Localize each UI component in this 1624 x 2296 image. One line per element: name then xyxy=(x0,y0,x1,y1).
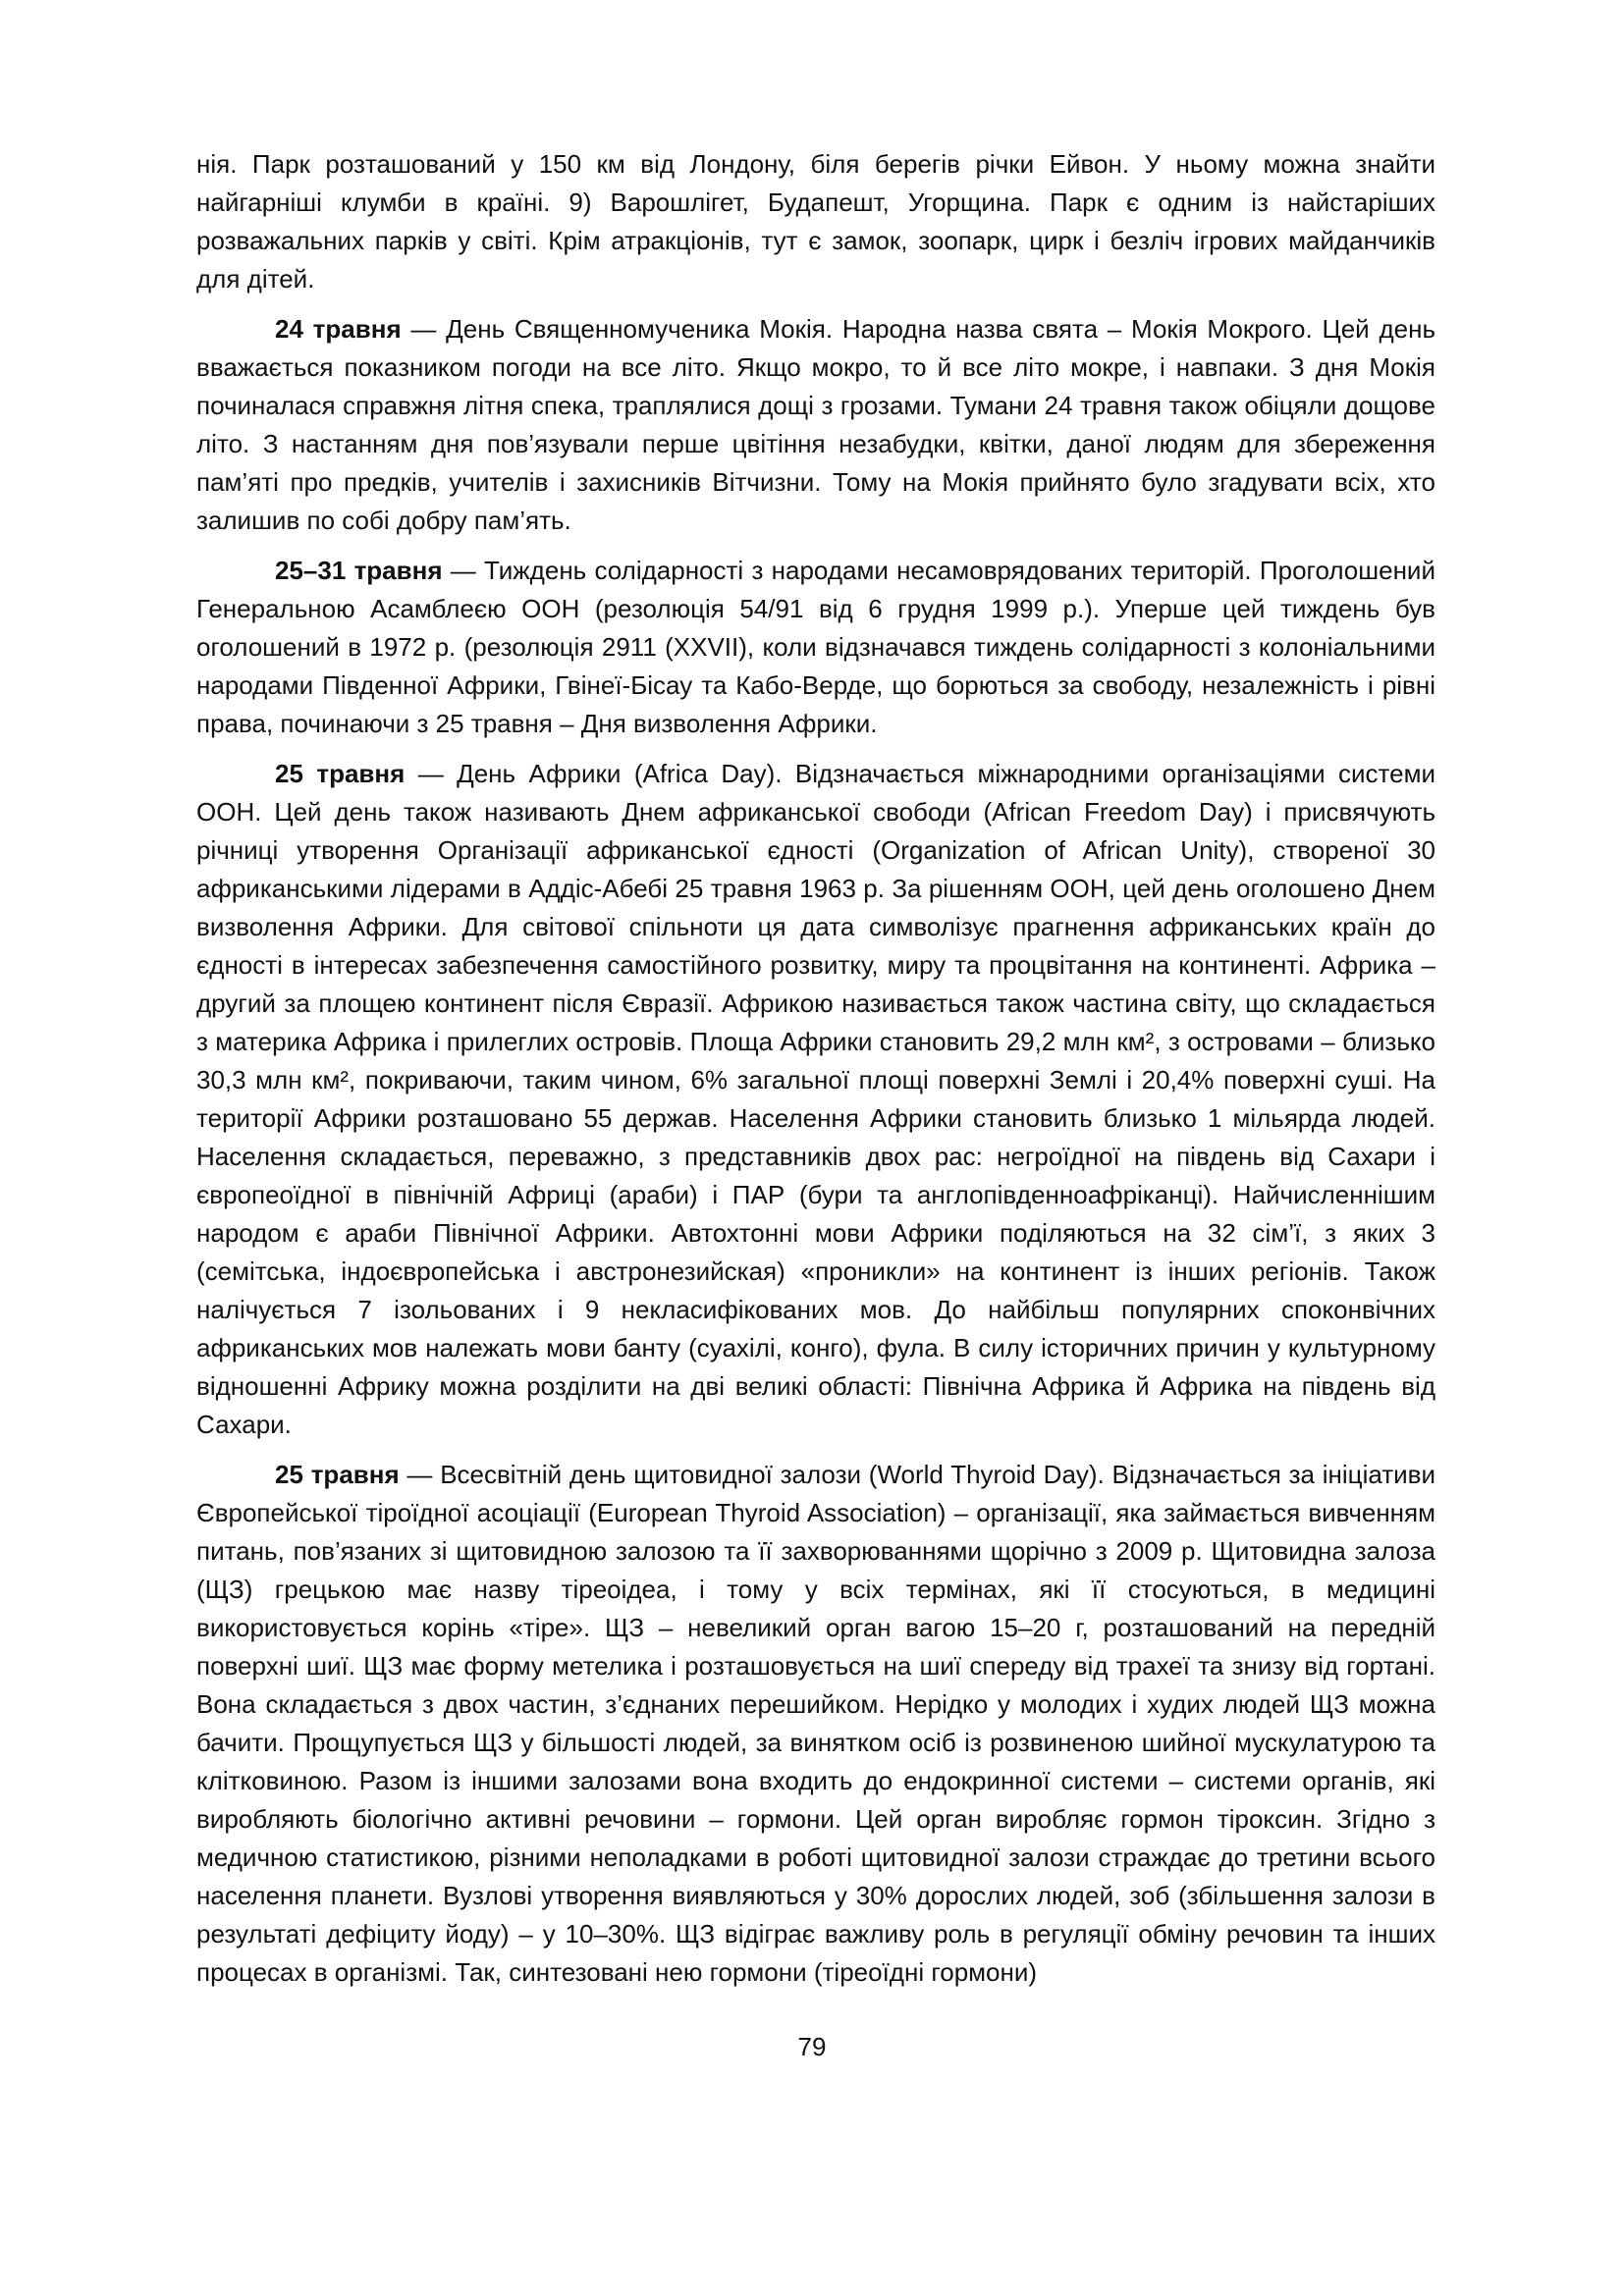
paragraph-text: — Всесвітній день щитовидної залози (World Thyroid Day). Відзначається за ініціативи Європейської тіроїдної асоціації (European Thyroid Association) – організації, яка займається вивченням питань, пов’язаних зі щитовидною залозою та її захворюваннями щорічно з 2009 р. Щитовидна залоза (ЩЗ) грецькою має назву тіреоідеа, і тому у всіх термінах, які її стосуються, в медицині використовується корінь «тіре». ЩЗ – невеликий орган вагою 15–20 г, розташований на передній поверхні шиї. ЩЗ має форму метелика і розташовується на шиї спереду від трахеї та знизу від гортані. Вона складається з двох частин, з’єднаних перешийком. Нерідко у молодих і худих людей ЩЗ можна бачити. Прощупується ЩЗ у більшості людей, за винятком осіб із розвиненою шийної мускулатурою та клітковиною. Разом із іншими залозами вона входить до ендокринної системи – системи органів, які виробляють біологічно активні речовини – гормони. Цей орган виробляє гормон тіроксин. Згідно з медичною статистикою, різними неполадками в роботі щитовидної залози страждає до третини всього населення планети. Вузлові утворення виявляються у 30% дорослих людей, зоб (збільшення залози в результаті дефіциту йоду) – у 10–30%. ЩЗ відіграє важливу роль в регуляції обміну речовин та інших процесах в організмі. Так, синтезовані нею гормони (тіреоїдні гормони) xyxy=(196,1460,1435,1987)
paragraph-continuation xyxy=(196,145,1435,298)
paragraph-text: — День Священномученика Мокія. Народна назва свята – Мокія Мокрого. Цей день вважається показником погоди на все літо. Якщо мокро, то й все літо мокре, і навпаки. З дня Мокія починалася справжня літня спека, траплялися дощі з грозами. Тумани 24 травня також обіцяли дощове літо. З настанням дня пов’язували перше цвітіння незабудки, квітки, даної людям для збереження пам’яті про предків, учителів і захисників Вітчизни. Тому на Мокія прийнято було згадувати всіх, хто залишив по собі добру пам’ять. xyxy=(196,314,1435,535)
entry-date: 25–31 травня xyxy=(275,556,443,585)
paragraph-text: — День Африки (Africa Day). Відзначається міжнародними організаціями системи ООН. Цей день також називають Днем африканської свободи (African Freedom Day) і присвячують річниці утворення Організації африканської єдності (Organization of African Unity), створеної 30 африканськими лідерами в Аддіс-Абебі 25 травня 1963 р. За рішенням ООН, цей день оголошено Днем визволення Африки. Для світової спільноти ця дата символізує прагнення африканських країн до єдності в інтересах забезпечення самостійного розвитку, миру та процвітання на континенті. Африка – другий за площею континент після Євразії. Африкою називається також частина світу, що складається з материка Африка і прилеглих островів. Площа Африки становить 29,2 млн км², з островами – близько 30,3 млн км², покриваючи, таким чином, 6% загальної площі поверхні Землі і 20,4% поверхні суші. На території Африки розташовано 55 держав. Населення Африки становить близько 1 мільярда людей. Населення складається, переважно, з представників двох рас: негроїдної на південь від Сахари і європеоїдної в північній Африці (араби) і ПАР (бури та англопівденноафріканці). Найчисленнішим народом є араби Північної Африки. Автохтонні мови Африки поділяються на 32 сім’ї, з яких 3 (семітська, індоєвропейська і австронезийская) «проникли» на континент із інших регіонів. Також налічується 7 ізольованих і 9 некласифікованих мов. До найбільш популярних споконвічних африканських мов належать мови банту (суахілі, конго), фула. В силу історичних причин у культурному відношенні Африку можна розділити на дві великі області: Північна Африка й Африка на південь від Сахари. xyxy=(196,759,1436,1439)
page-body xyxy=(196,145,1435,2003)
paragraph-entry xyxy=(196,755,1435,1444)
paragraph-entry xyxy=(196,552,1435,743)
page-number: 79 xyxy=(797,2032,827,2061)
paragraph-text: — Тиждень солідарності з народами несамоврядованих територій. Проголошений Генеральною Асамблеєю ООН (резолюція 54/91 від 6 грудня 1999 р.). Уперше цей тиждень був оголошений в 1972 р. (резолюція 2911 (XXVII), коли відзначався тиждень солідарності з колоніальними народами Південної Африки, Гвінеї-Бісау та Кабо-Верде, що борються за свободу, незалежність і рівні права, починаючи з 25 травня – Дня визволення Африки. xyxy=(196,556,1435,738)
paragraph-text: нія. Парк розташований у 150 км від Лондону, біля берегів річки Ейвон. У ньому можна знайти найгарніші клумби в країні. 9) Варошлігет, Будапешт, Угорщина. Парк є одним із найстаріших розважальних парків у світі. Крім атракціонів, тут є замок, зоопарк, цирк і безліч ігрових майданчиків для дітей. xyxy=(196,149,1435,294)
paragraph-entry xyxy=(196,310,1435,540)
paragraph-entry xyxy=(196,1456,1435,1992)
entry-date: 25 травня xyxy=(275,759,406,788)
entry-date: 24 травня xyxy=(275,314,402,344)
entry-date: 25 травня xyxy=(275,1460,400,1489)
